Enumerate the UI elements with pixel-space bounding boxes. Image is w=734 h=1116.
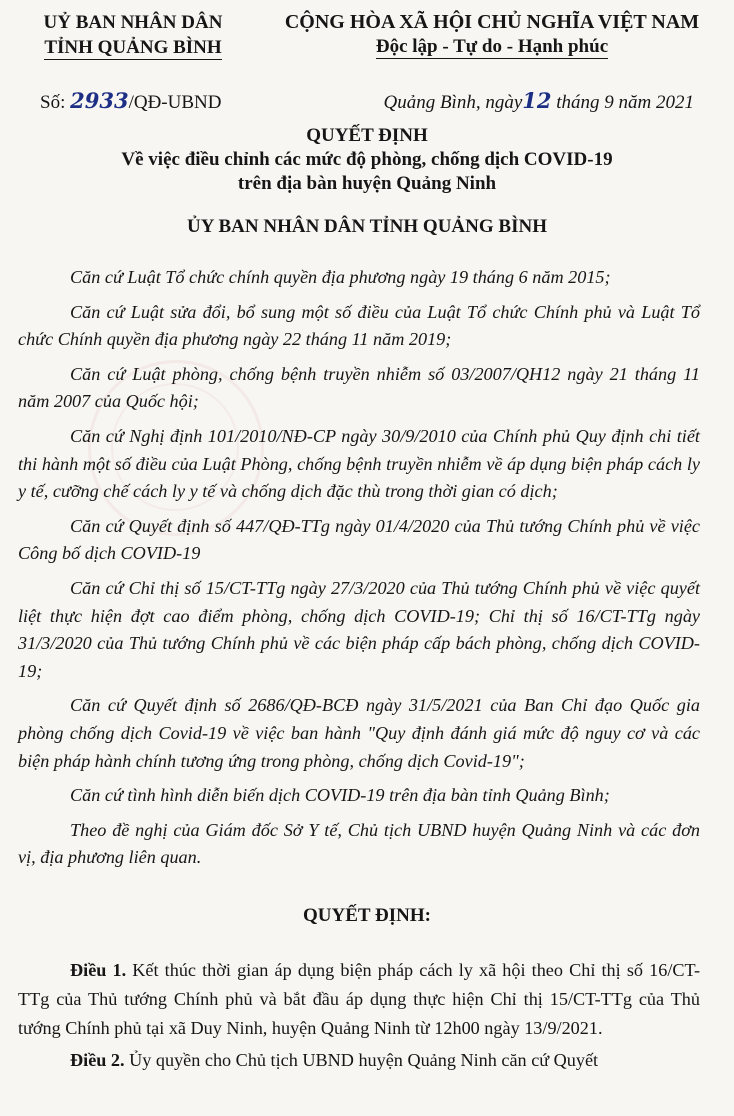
title-line-1: QUYẾT ĐỊNH bbox=[306, 125, 428, 146]
national-motto bbox=[250, 10, 734, 60]
issuing-authority: ỦY BAN NHÂN DÂN TỈNH QUẢNG BÌNH bbox=[187, 216, 547, 237]
issuing-organization bbox=[18, 10, 248, 60]
basis-paragraph: Căn cứ tình hình diễn biến dịch COVID-19 trên địa bàn tỉnh Quảng Bình; bbox=[70, 785, 610, 806]
legal-basis bbox=[18, 264, 700, 879]
document-header bbox=[0, 10, 734, 70]
handwritten-doc-number: 2933 bbox=[70, 88, 129, 113]
article-2-label: Điều 2. bbox=[70, 1050, 125, 1071]
date-suffix: tháng 9 năm 2021 bbox=[551, 92, 694, 113]
date-prefix: Quảng Bình, ngày bbox=[383, 92, 523, 113]
document-number bbox=[40, 88, 221, 114]
basis-paragraph: Căn cứ Luật phòng, chống bệnh truyền nhiễm số 03/2007/QH12 ngày 21 tháng 11 năm 2007 của Quốc hội; bbox=[18, 363, 700, 412]
document-title bbox=[0, 124, 734, 196]
articles-section bbox=[18, 956, 700, 1079]
basis-paragraph: Căn cứ Quyết định số 2686/QĐ-BCĐ ngày 31/5/2021 của Ban Chỉ đạo Quốc gia phòng chống dịch Covid-19 về việc ban hành "Quy định đánh giá mức độ nguy cơ và các biện pháp hành chính tương ứng trong phòng, chống dịch Covid-19"; bbox=[18, 695, 700, 771]
title-line-2: Về việc điều chỉnh các mức độ phòng, chống dịch COVID-19 bbox=[121, 149, 613, 170]
doc-number-prefix: Số: bbox=[40, 92, 71, 113]
basis-paragraph: Theo đề nghị của Giám đốc Sở Y tế, Chủ tịch UBND huyện Quảng Ninh và các đơn vị, địa phương liên quan. bbox=[18, 819, 700, 868]
article-2-text: Ủy quyền cho Chủ tịch UBND huyện Quảng Ninh căn cứ Quyết bbox=[124, 1050, 599, 1071]
nation-line-1: CỘNG HÒA XÃ HỘI CHỦ NGHĨA VIỆT NAM bbox=[284, 11, 700, 33]
org-line-1: UỶ BAN NHÂN DÂN bbox=[43, 12, 223, 33]
doc-number-suffix: /QĐ-UBND bbox=[128, 92, 222, 113]
article-1 bbox=[18, 956, 700, 1042]
basis-paragraph: Căn cứ Luật Tổ chức chính quyền địa phương ngày 19 tháng 6 năm 2015; bbox=[70, 267, 611, 287]
issue-date bbox=[383, 88, 694, 114]
article-1-text: Kết thúc thời gian áp dụng biện pháp cách ly xã hội theo Chỉ thị số 16/CT-TTg của Thủ tướng Chính phủ và bắt đầu áp dụng thực hiện Chỉ thị 15/CT-TTg của Thủ tướng Chính phủ tại xã Duy Ninh, huyện Quảng Ninh từ 12h00 ngày 13/9/2021. bbox=[18, 960, 701, 1038]
org-line-2: TỈNH QUẢNG BÌNH bbox=[44, 37, 222, 58]
decision-heading: QUYẾT ĐỊNH: bbox=[303, 905, 431, 926]
basis-paragraph: Căn cứ Luật sửa đổi, bổ sung một số điều của Luật Tổ chức Chính phủ và Luật Tổ chức Chính quyền địa phương ngày 22 tháng 11 năm 2019; bbox=[18, 301, 700, 350]
number-date-line bbox=[40, 88, 694, 114]
title-line-3: trên địa bàn huyện Quảng Ninh bbox=[237, 173, 497, 194]
article-1-label: Điều 1. bbox=[70, 960, 127, 980]
basis-paragraph: Căn cứ Chỉ thị số 15/CT-TTg ngày 27/3/2020 của Thủ tướng Chính phủ về việc quyết liệt thực hiện đợt cao điểm phòng, chống dịch COVID-19; Chỉ thị số 16/CT-TTg ngày 31/3/2020 của Thủ tướng Chính phủ về các biện pháp cấp bách phòng, chống dịch COVID-19; bbox=[18, 577, 700, 681]
basis-paragraph: Căn cứ Nghị định 101/2010/NĐ-CP ngày 30/9/2010 của Chính phủ Quy định chi tiết thi hành một số điều của Luật Phòng, chống bệnh truyền nhiễm về áp dụng biện pháp cách ly y tế, cưỡng chế cách ly y tế và chống dịch đặc thù trong thời gian có dịch; bbox=[18, 425, 700, 502]
nation-line-2: Độc lập - Tự do - Hạnh phúc bbox=[375, 36, 609, 57]
handwritten-day: 12 bbox=[522, 88, 552, 113]
basis-paragraph: Căn cứ Quyết định số 447/QĐ-TTg ngày 01/4/2020 của Thủ tướng Chính phủ về việc Công bố dịch COVID-19 bbox=[18, 515, 700, 564]
article-2 bbox=[18, 1046, 700, 1075]
